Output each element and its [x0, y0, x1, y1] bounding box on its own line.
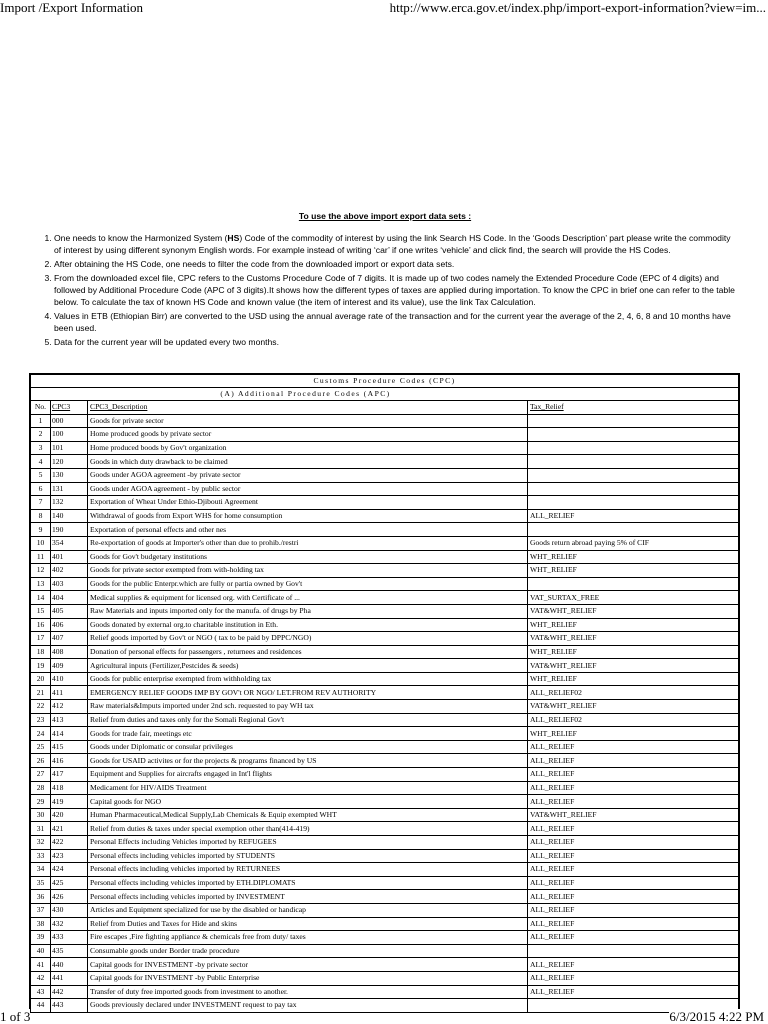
- cpc-description: Agricultural inputs (Fertilizer,Pestcides & seeds): [88, 659, 528, 673]
- cpc-table: [30, 374, 739, 1013]
- table-row: [31, 496, 739, 510]
- tax-relief: [528, 441, 739, 455]
- cpc-description: Raw materials&Imputs imported under 2nd sch. requested to pay WH tax: [88, 700, 528, 714]
- row-number: 19: [31, 659, 51, 673]
- cpc-description: Transfer of duty free imported goods from investment to another.: [88, 985, 528, 999]
- cpc-description: Home produced goods by private sector: [88, 428, 528, 442]
- browser-url: http://www.erca.gov.et/index.php/import-export-information?view=im...: [389, 0, 766, 15]
- tax-relief: [528, 428, 739, 442]
- table-row: [31, 931, 739, 945]
- cpc-description: Personal effects including vehicles imported by RETURNEES: [88, 863, 528, 877]
- tax-relief: VAT_SURTAX_FREE: [528, 591, 739, 605]
- table-row: [31, 632, 739, 646]
- cpc-description: Goods for USAID activites or for the projects & programs financed by US: [88, 754, 528, 768]
- cpc-description: Relief from duties and taxes only for the Somali Regional Gov't: [88, 713, 528, 727]
- table-subcaption: (A) Additional Procedure Codes (APC): [31, 388, 739, 401]
- tax-relief: ALL_RELIEF: [528, 985, 739, 999]
- tax-relief: [528, 414, 739, 428]
- row-number: 7: [31, 496, 51, 510]
- table-row: [31, 414, 739, 428]
- cpc-code: 419: [51, 795, 88, 809]
- cpc-code: 416: [51, 754, 88, 768]
- cpc-code: 413: [51, 713, 88, 727]
- cpc-code: 407: [51, 632, 88, 646]
- cpc-description: Goods under AGOA agreement -by private sector: [88, 468, 528, 482]
- cpc-description: Exportation of personal effects and other nes: [88, 523, 528, 537]
- cpc-code: 132: [51, 496, 88, 510]
- row-number: 27: [31, 768, 51, 782]
- row-number: 32: [31, 836, 51, 850]
- cpc-description: Relief goods imported by Gov't or NGO ( tax to be paid by DPPC/NGO): [88, 632, 528, 646]
- cpc-code: 000: [51, 414, 88, 428]
- cpc-description: Goods for public enterprise exempted from withholding tax: [88, 672, 528, 686]
- cpc-description: Goods in which duty drawback to be claimed: [88, 455, 528, 469]
- table-row: [31, 482, 739, 496]
- cpc-description: Personal effects including vehicles imported by STUDENTS: [88, 849, 528, 863]
- cpc-description: Medicament for HIV/AIDS Treatment: [88, 781, 528, 795]
- tax-relief: [528, 496, 739, 510]
- row-number: 28: [31, 781, 51, 795]
- cpc-description: Donation of personal effects for passengers , returnees and residences: [88, 645, 528, 659]
- cpc-description: Goods under Diplomatic or consular privileges: [88, 740, 528, 754]
- table-row: [31, 659, 739, 673]
- tax-relief: WHT_RELIEF: [528, 550, 739, 564]
- row-number: 2: [31, 428, 51, 442]
- instruction-item: 4. Values in ETB (Ethiopian Birr) are converted to the USD using the annual average rate of the transaction and for the current year the average of the 2, 4, 6, 8 and 10 months have been used.: [54, 310, 740, 334]
- table-row: [31, 836, 739, 850]
- tax-relief: ALL_RELIEF02: [528, 713, 739, 727]
- tax-relief: VAT&WHT_RELIEF: [528, 659, 739, 673]
- cpc-code: 354: [51, 536, 88, 550]
- table-row: [31, 971, 739, 985]
- row-number: 40: [31, 944, 51, 958]
- row-number: 5: [31, 468, 51, 482]
- row-number: 38: [31, 917, 51, 931]
- instructions-list: [30, 232, 740, 348]
- table-row: [31, 536, 739, 550]
- row-number: 16: [31, 618, 51, 632]
- cpc-code: 190: [51, 523, 88, 537]
- row-number: 34: [31, 863, 51, 877]
- table-row: [31, 985, 739, 999]
- cpc-code: 412: [51, 700, 88, 714]
- table-caption-row: [31, 375, 739, 388]
- row-number: 3: [31, 441, 51, 455]
- tax-relief: ALL_RELIEF: [528, 740, 739, 754]
- tax-relief: ALL_RELIEF: [528, 768, 739, 782]
- row-number: 12: [31, 564, 51, 578]
- table-row: [31, 713, 739, 727]
- row-number: 26: [31, 754, 51, 768]
- cpc-description: Goods donated by external org.to charitable institution in Eth.: [88, 618, 528, 632]
- cpc-code: 140: [51, 509, 88, 523]
- cpc-code: 408: [51, 645, 88, 659]
- cpc-code: 425: [51, 876, 88, 890]
- table-row: [31, 550, 739, 564]
- table-row: [31, 795, 739, 809]
- row-number: 20: [31, 672, 51, 686]
- row-number: 39: [31, 931, 51, 945]
- row-number: 36: [31, 890, 51, 904]
- cpc-description: Equipment and Supplies for aircrafts engaged in Int'l flights: [88, 768, 528, 782]
- table-row: [31, 740, 739, 754]
- row-number: 21: [31, 686, 51, 700]
- cpc-description: Capital goods for NGO: [88, 795, 528, 809]
- row-number: 1: [31, 414, 51, 428]
- row-number: 33: [31, 849, 51, 863]
- tax-relief: ALL_RELIEF: [528, 917, 739, 931]
- table-row: [31, 754, 739, 768]
- table-row: [31, 944, 739, 958]
- table-row: [31, 428, 739, 442]
- table-row: [31, 917, 739, 931]
- tax-relief: [528, 455, 739, 469]
- cpc-code: 406: [51, 618, 88, 632]
- cpc-description: Personal effects including vehicles imported by ETH.DIPLOMATS: [88, 876, 528, 890]
- tax-relief: ALL_RELIEF: [528, 822, 739, 836]
- cpc-description: Goods for trade fair, meetings etc: [88, 727, 528, 741]
- table-row: [31, 890, 739, 904]
- cpc-code: 424: [51, 863, 88, 877]
- cpc-description: Human Pharmaceutical,Medical Supply,Lab Chemicals & Equip exempted WHT: [88, 808, 528, 822]
- cpc-code: 432: [51, 917, 88, 931]
- cpc-description: Home produced boods by Gov't organization: [88, 441, 528, 455]
- footer-page-count: 1 of 3: [0, 1009, 31, 1024]
- tax-relief: [528, 944, 739, 958]
- table-row: [31, 604, 739, 618]
- tax-relief: [528, 482, 739, 496]
- tax-relief: ALL_RELIEF02: [528, 686, 739, 700]
- cpc-code: 420: [51, 808, 88, 822]
- tax-relief: [528, 523, 739, 537]
- cpc-description: EMERGENCY RELIEF GOODS IMP BY GOV't OR NGO/ LET.FROM REV AUTHORITY: [88, 686, 528, 700]
- cpc-code: 409: [51, 659, 88, 673]
- cpc-code: 426: [51, 890, 88, 904]
- table-row: [31, 441, 739, 455]
- table-row: [31, 822, 739, 836]
- cpc-code: 120: [51, 455, 88, 469]
- header-tax-relief: Tax_Relief: [528, 401, 739, 415]
- row-number: 8: [31, 509, 51, 523]
- tax-relief: ALL_RELIEF: [528, 903, 739, 917]
- cpc-description: Goods for the public Enterpr.which are fully or partia owned by Gov't: [88, 577, 528, 591]
- instructions-title: To use the above import export data sets :: [298, 211, 472, 221]
- tax-relief: VAT&WHT_RELIEF: [528, 604, 739, 618]
- cpc-description: Capital goods for INVESTMENT -by Public Enterprise: [88, 971, 528, 985]
- row-number: 10: [31, 536, 51, 550]
- tax-relief: Goods return abroad paying 5% of CIF: [528, 536, 739, 550]
- cpc-description: Relief from Duties and Taxes for Hide and skins: [88, 917, 528, 931]
- tax-relief: WHT_RELIEF: [528, 645, 739, 659]
- row-number: 44: [31, 999, 51, 1013]
- cpc-code: 101: [51, 441, 88, 455]
- cpc-code: 401: [51, 550, 88, 564]
- cpc-code: 130: [51, 468, 88, 482]
- cpc-code: 435: [51, 944, 88, 958]
- tax-relief: VAT&WHT_RELIEF: [528, 632, 739, 646]
- cpc-code: 405: [51, 604, 88, 618]
- cpc-code: 440: [51, 958, 88, 972]
- cpc-code: 415: [51, 740, 88, 754]
- instruction-item: 2. After obtaining the HS Code, one needs to filter the code from the downloaded import or export data sets.: [54, 258, 740, 270]
- header-code: CPC3: [51, 401, 88, 415]
- cpc-code: 421: [51, 822, 88, 836]
- cpc-description: Raw Materials and inputs imported only for the manufa. of drugs by Pha: [88, 604, 528, 618]
- row-number: 42: [31, 971, 51, 985]
- header-description: CPC3_Description: [88, 401, 528, 415]
- cpc-code: 417: [51, 768, 88, 782]
- cpc-code: 442: [51, 985, 88, 999]
- table-row: [31, 564, 739, 578]
- cpc-description: Goods for private sector: [88, 414, 528, 428]
- row-number: 22: [31, 700, 51, 714]
- cpc-code: 430: [51, 903, 88, 917]
- browser-page-title: Import /Export Information: [0, 0, 143, 15]
- table-row: [31, 686, 739, 700]
- row-number: 23: [31, 713, 51, 727]
- cpc-code: 414: [51, 727, 88, 741]
- cpc-description: Fire escapes ,Fire fighting appliance & chemicals free from duty/ taxes: [88, 931, 528, 945]
- tax-relief: ALL_RELIEF: [528, 509, 739, 523]
- cpc-code: 422: [51, 836, 88, 850]
- cpc-code: 418: [51, 781, 88, 795]
- instructions-section: [30, 210, 740, 350]
- table-row: [31, 455, 739, 469]
- table-row: [31, 509, 739, 523]
- cpc-description: Articles and Equipment specialized for use by the disabled or handicap: [88, 903, 528, 917]
- row-number: 30: [31, 808, 51, 822]
- tax-relief: VAT&WHT_RELIEF: [528, 808, 739, 822]
- table-row: [31, 768, 739, 782]
- table-row: [31, 727, 739, 741]
- row-number: 15: [31, 604, 51, 618]
- tax-relief: [528, 468, 739, 482]
- tax-relief: ALL_RELIEF: [528, 863, 739, 877]
- cpc-description: Capital goods for INVESTMENT -by private sector: [88, 958, 528, 972]
- row-number: 6: [31, 482, 51, 496]
- tax-relief: WHT_RELIEF: [528, 618, 739, 632]
- cpc-description: Relief from duties & taxes under special exemption other than(414-419): [88, 822, 528, 836]
- cpc-description: Personal Effects including Vehicles imported by REFUGEES: [88, 836, 528, 850]
- row-number: 9: [31, 523, 51, 537]
- tax-relief: [528, 577, 739, 591]
- table-row: [31, 468, 739, 482]
- tax-relief: ALL_RELIEF: [528, 931, 739, 945]
- tax-relief: WHT_RELIEF: [528, 672, 739, 686]
- tax-relief: ALL_RELIEF: [528, 795, 739, 809]
- table-row: [31, 903, 739, 917]
- table-subcaption-row: [31, 388, 739, 401]
- cpc-description: Medical supplies & equipment for licensed org. with Certificate of ...: [88, 591, 528, 605]
- cpc-description: Re-exportation of goods at Importer's other than due to prohib./restri: [88, 536, 528, 550]
- row-number: 25: [31, 740, 51, 754]
- row-number: 14: [31, 591, 51, 605]
- table-row: [31, 849, 739, 863]
- cpc-code: 423: [51, 849, 88, 863]
- row-number: 37: [31, 903, 51, 917]
- cpc-code: 411: [51, 686, 88, 700]
- row-number: 35: [31, 876, 51, 890]
- table-row: [31, 876, 739, 890]
- tax-relief: ALL_RELIEF: [528, 971, 739, 985]
- table-row: [31, 591, 739, 605]
- row-number: 43: [31, 985, 51, 999]
- cpc-code: 443: [51, 999, 88, 1013]
- cpc-code: 131: [51, 482, 88, 496]
- cpc-description: Goods for private sector exempted from with-holding tax: [88, 564, 528, 578]
- row-number: 29: [31, 795, 51, 809]
- table-row: [31, 523, 739, 537]
- row-number: 13: [31, 577, 51, 591]
- row-number: 18: [31, 645, 51, 659]
- tax-relief: ALL_RELIEF: [528, 836, 739, 850]
- row-number: 4: [31, 455, 51, 469]
- table-caption: Customs Procedure Codes (CPC): [31, 375, 739, 388]
- table-row: [31, 618, 739, 632]
- table-row: [31, 645, 739, 659]
- cpc-description: Goods for Gov't budgetary institutions: [88, 550, 528, 564]
- table-header-row: [31, 401, 739, 415]
- cpc-code: 404: [51, 591, 88, 605]
- tax-relief: ALL_RELIEF: [528, 849, 739, 863]
- tax-relief: ALL_RELIEF: [528, 958, 739, 972]
- cpc-table-container: [29, 373, 740, 1024]
- cpc-code: 100: [51, 428, 88, 442]
- tax-relief: ALL_RELIEF: [528, 890, 739, 904]
- tax-relief: VAT&WHT_RELIEF: [528, 700, 739, 714]
- instruction-item: 1. One needs to know the Harmonized System (HS) Code of the commodity of interest by using the link Search HS Code. In the ‘Goods Description’ part please write the commodity of interest by using different synonym English words. For example instead of writing ‘car’ if one writes ‘vehicle’ and click find, the search will provide the HS Codes.: [54, 232, 740, 256]
- header-no: No.: [31, 401, 51, 415]
- row-number: 31: [31, 822, 51, 836]
- cpc-code: 402: [51, 564, 88, 578]
- instruction-item: 5. Data for the current year will be updated every two months.: [54, 336, 740, 348]
- cpc-code: 410: [51, 672, 88, 686]
- row-number: 17: [31, 632, 51, 646]
- cpc-code: 433: [51, 931, 88, 945]
- tax-relief: WHT_RELIEF: [528, 564, 739, 578]
- table-row: [31, 958, 739, 972]
- row-number: 11: [31, 550, 51, 564]
- row-number: 24: [31, 727, 51, 741]
- instruction-item: 3. From the downloaded excel file, CPC refers to the Customs Procedure Code of 7 digits. It is made up of two codes namely the Extended Procedure Code (EPC of 4 digits) and followed by Additional Procedure Code (APC of 3 digits).It shows how the different types of taxes are applied during importation. To know the CPC in brief one can refer to the table below. To calculate the tax of known HS Code and known value (the item of interest and its value), use the link Tax Calculation.: [54, 272, 740, 308]
- table-row: [31, 672, 739, 686]
- tax-relief: ALL_RELIEF: [528, 754, 739, 768]
- cpc-description: Withdrawal of goods from Export WHS for home consumption: [88, 509, 528, 523]
- tax-relief: ALL_RELIEF: [528, 781, 739, 795]
- cpc-description: Consumable goods under Border trade procedure: [88, 944, 528, 958]
- table-row: [31, 999, 739, 1013]
- table-row: [31, 700, 739, 714]
- cpc-code: 441: [51, 971, 88, 985]
- tax-relief: WHT_RELIEF: [528, 727, 739, 741]
- cpc-description: Goods under AGOA agreement - by public sector: [88, 482, 528, 496]
- row-number: 41: [31, 958, 51, 972]
- table-row: [31, 577, 739, 591]
- table-row: [31, 863, 739, 877]
- tax-relief: ALL_RELIEF: [528, 876, 739, 890]
- table-row: [31, 781, 739, 795]
- footer-datetime: 6/3/2015 4:22 PM: [669, 1009, 764, 1024]
- cpc-code: 403: [51, 577, 88, 591]
- table-row: [31, 808, 739, 822]
- cpc-description: Goods previously declared under INVESTMENT request to pay tax: [88, 999, 528, 1013]
- cpc-description: Exportation of Wheat Under Ethio-Djibouti Agreement: [88, 496, 528, 510]
- cpc-description: Personal effects including vehicles imported by INVESTMENT: [88, 890, 528, 904]
